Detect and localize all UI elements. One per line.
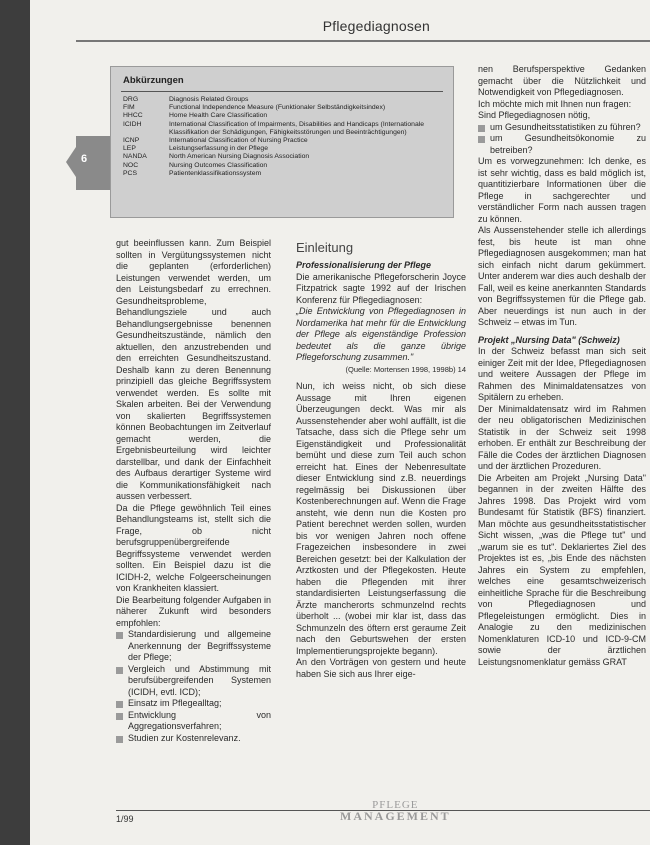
paragraph: Da die Pflege gewöhnlich Teil eines Behandlungsteams ist, stellt sich die Frage, ob nicht berufsgruppenübergreifende Begriffssysteme verwendet werden sollten. Ein Beispiel dazu ist die ICIDH-2, welche Folgeerscheinungen von Krankheiten klassiert. — [116, 502, 271, 593]
abbreviation-key: DRG — [123, 96, 139, 103]
issue-number: 1/99 — [116, 814, 134, 824]
abbreviation-value: North American Nursing Diagnosis Association — [169, 153, 310, 161]
magazine-logo — [340, 800, 451, 822]
abbreviation-row — [123, 96, 443, 104]
list-item: Vergleich und Abstimmung mit berufsübergreifenden Systemen (ICIDH, evtl. ICD); — [116, 664, 271, 699]
abbreviation-value: Home Health Care Classification — [169, 112, 268, 120]
subsection-heading: Professionalisierung der Pflege — [296, 260, 432, 270]
abbreviations-list — [123, 96, 443, 178]
abbreviation-key: LEP — [123, 145, 136, 153]
chapter-tab — [76, 136, 110, 190]
abbreviation-key: ICNP — [123, 137, 140, 145]
abbreviations-divider — [121, 91, 443, 92]
column-middle — [296, 240, 466, 680]
chapter-number: 6 — [81, 153, 88, 165]
abbreviation-key: NANDA — [123, 153, 147, 161]
list-item: Einsatz im Pflegealltag; — [116, 698, 271, 710]
abbreviation-value: Patientenklassifikationssystem — [169, 169, 262, 177]
column-right — [478, 64, 646, 668]
paragraph: Nun, ich weiss nicht, ob sich diese Aussage mit Ihren eigenen Überzeugungen deckt. Was mir als Aussenstehender aber wohl auffällt, ist die Tatsache, dass sich die Pflege sehr um Eigenständigkeit und Professionalität bemüht und diese zum Teil auch schon erreicht hat. Eines der Nebenresultate dieser Entwicklung sind z.B. neuerdings regelmässig bei Diskussionen über Kostenberechnungen auf. Wenn die Frage ansteht, wie denn nun die Kosten pro Patient berechnet werden sollen, wurden bis vor wenigen Jahren noch offene Fragezeichen insbesondere in zwei Bereichen gesetzt: bei der Kalkulation der Arztkosten und der Pflegekosten. Heute haben die Pflegenden mit ihrer standardisierten Leistungserfassung die Ärzte mancherorts schmunzelnd rechts überholt ... (wobei mir klar ist, dass das Schmunzeln des öftern erst geraume Zeit nach den Geburtswehen der ersten Implementierungsprojekte begann). — [296, 381, 466, 656]
abbreviation-key: NOC — [123, 161, 139, 169]
section-heading: Einleitung — [296, 240, 354, 255]
abbreviation-value: International Classification of Impairments, Disabilities and Handicaps (Internationale Klassifikation der Schädigungen, Fähigkeitsstörungen und Beeinträchtigungen) — [169, 120, 425, 136]
abbreviation-row — [123, 121, 443, 137]
abbreviation-row — [123, 162, 443, 170]
abbreviation-key: ICIDH — [123, 120, 142, 128]
running-header — [30, 18, 650, 38]
list-item: Entwicklung von Aggregationsverfahren; — [116, 710, 271, 733]
paragraph: Sind Pflegediagnosen nötig, — [478, 110, 591, 120]
abbreviation-row — [123, 112, 443, 120]
chapter-arrow-icon — [66, 144, 78, 180]
paragraph: Als Aussenstehender stelle ich allerdings fest, bis heute ist man ohne Pflegediagnosen ausgekommen; man hat sich einfach nicht darum gekümmert. Unter anderem war dies auch deshalb der Fall, weil es keine anerkannten Standards von Begriffssystemen für die Pflege gab. Aber neuerdings ist nun auch in der Schweiz – etwas im Tun. — [478, 225, 646, 327]
list-item: Studien zur Kostenrelevanz. — [116, 733, 271, 745]
recommendation-list — [116, 629, 271, 744]
paragraph: An den Vorträgen von gestern und heute haben Sie sich aus Ihrer eige- — [296, 657, 466, 679]
abbreviation-key: HHCC — [123, 112, 143, 120]
abbreviation-value: Nursing Outcomes Classification — [169, 161, 268, 169]
paragraph: Die amerikanische Pflegeforscherin Joyce Fitzpatrick sagte 1992 auf der Irischen Konferenz für Pflegediagnosen: — [296, 271, 466, 305]
logo-top: PFLEGE — [372, 799, 419, 811]
paragraph: In der Schweiz befasst man sich seit einiger Zeit mit der Idee, Pflegediagnosen und weitere Aussagen der Pflege im Rahmen des Minimaldatensatzes von Spitälern zu erheben. — [478, 346, 646, 402]
paragraph: nen Berufsperspektive Gedanken gemacht über die Nützlichkeit und Notwendigkeit von Pflegediagnosen. — [478, 64, 646, 97]
header-divider — [76, 40, 650, 42]
abbreviation-row — [123, 145, 443, 153]
paragraph: gut beeinflussen kann. Zum Beispiel sollten in Vergütungssystemen nicht die geplanten (erforderlichen) Leistungen verwendet werden, um den Leistungsbedarf zu errechnen. Gesundheitsprobleme, Behandlungsziele und auch Behandlungsergebnisse benennen Gesundheitszustände, nämlich den aktuellen, den anzustrebenden und den erreichten Gesundheitszustand. Deshalb kann zu deren Benennung prinzipiell das gleiche Begriffssystem verwendet werden. Es sollte mit Skalen arbeiten. Bei der Verwendung von skalierten Begriffssystemen können Beobachtungen im Zeitverlauf gemacht werden, die Ergebnisbeurteilung wird leichter darstellbar, und dank der Einfachheit des Aufbaus derartiger Systeme wird die Kommunikationsfähigkeit nach aussen verbessert. — [116, 238, 271, 501]
abbreviation-value: Leistungserfassung in der Pflege — [169, 145, 268, 153]
abbreviations-box — [110, 66, 454, 218]
abbreviation-key: FIM — [123, 104, 135, 112]
abbreviation-row — [123, 170, 443, 178]
column-left — [116, 238, 271, 744]
abbreviation-value: Functional Independence Measure (Funktionaler Selbständigkeitsindex) — [169, 104, 386, 112]
list-item: Standardisierung und allgemeine Anerkennung der Begriffssysteme der Pflege; — [116, 629, 271, 664]
logo-bottom: MANAGEMENT — [340, 809, 451, 823]
subsection-heading: Projekt „Nursing Data" (Schweiz) — [478, 334, 620, 345]
abbreviation-row — [123, 137, 443, 145]
abbreviation-key: PCS — [123, 169, 137, 177]
paragraph: Die Arbeiten am Projekt „Nursing Data" begannen in der zweiten Hälfte des Jahres 1998. Das Projekt wird vom Bundesamt für Statistik (BFS) finanziert. Man möchte aus gesundheitsstatistischer Sicht wissen, „was die Pflege tut" und „warum sie es tut". Deklariertes Ziel des Projektes ist es, „bis Ende des nächsten Jahres ein System zu empfehlen, welches eine gesamtschweizerisch einheitliche Sprache für die Beschreibung von Pflegediagnosen und Pflegeleistungen ermöglicht. Dies in Analogie zu den medizinischen Nomenklaturen ICD-10 und ICD-9-CM sowie der ärztlichen Leistungsnomenklatur gemäss GRAT — [478, 472, 646, 667]
abbreviation-value: International Classification of Nursing Practice — [169, 137, 308, 145]
quote: „Die Entwicklung von Pflegediagnosen in Nordamerika hat mehr für die Entwicklung der Pflege als eigenständige Profession bedeutet als die ganze übrige Pflegeforschung zusammen." — [296, 306, 466, 362]
document-page — [30, 0, 650, 845]
paragraph: Die Bearbeitung folgender Aufgaben in näherer Zukunft wird besonders empfohlen: — [116, 594, 271, 628]
quote-source: (Quelle: Mortensen 1998, 1998b) 14 — [345, 364, 466, 374]
list-item: um Gesundheitsökonomie zu betreiben? — [478, 133, 646, 156]
list-item: um Gesundheitsstatistiken zu führen? — [478, 122, 646, 134]
page-title: Pflegediagnosen — [322, 18, 430, 34]
paragraph: Der Minimaldatensatz wird im Rahmen der neu obligatorischen Medizinischen Statistik in der Schweiz seit 1998 erhoben. Er enthält zur Beschreibung der Fälle die Codes der ärztlichen Diagnosen und der ärztlichen Prozeduren. — [478, 403, 646, 471]
paragraph: Ich möchte mich mit Ihnen nun fragen: — [478, 98, 632, 109]
paragraph: Um es vorwegzunehmen: Ich denke, es ist sehr wichtig, dass es bald möglich ist, quantitizierbare Informationen über die Pflege in sachgerechter und verständlicher Form nach aussen tragen zu können. — [478, 156, 646, 224]
abbreviation-row — [123, 104, 443, 112]
abbreviation-row — [123, 153, 443, 161]
question-list — [478, 122, 646, 157]
abbreviation-value: Diagnosis Related Groups — [169, 96, 249, 103]
abbreviations-title: Abkürzungen — [123, 75, 184, 86]
